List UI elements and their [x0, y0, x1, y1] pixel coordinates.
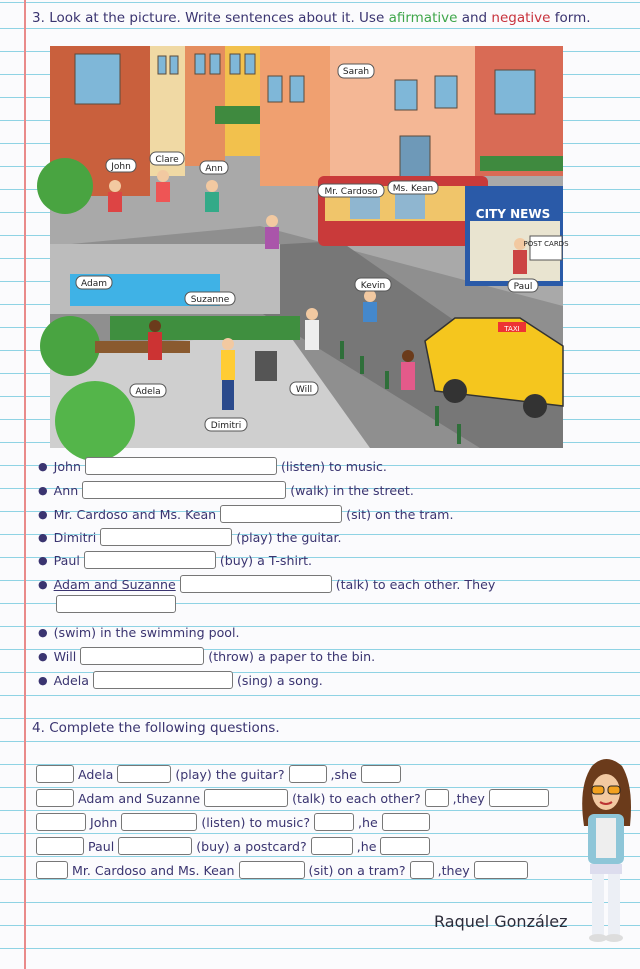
title-text: Complete the following questions.: [49, 720, 280, 736]
label-post-cards: [523, 236, 569, 260]
sentence-7: [38, 622, 240, 642]
svg-text:Kevin: Kevin: [360, 281, 386, 291]
building: [260, 46, 330, 186]
question-verb: (play) the guitar?: [175, 766, 285, 782]
sentence-subject: Paul: [53, 552, 80, 568]
question-verb: (sit) on a tram?: [308, 862, 406, 878]
affirmative-word: afirmative: [388, 10, 458, 26]
sentence-subject: John: [53, 458, 81, 474]
label-clare: [150, 152, 184, 165]
taxi-sign: TAXI: [504, 325, 520, 333]
sentence-verb: (swim) in the swimming pool.: [53, 624, 240, 640]
hedge: [110, 316, 300, 340]
label-paul: [508, 279, 538, 292]
svg-text:Suzanne: Suzanne: [190, 295, 230, 305]
answer-box[interactable]: [382, 813, 430, 831]
label-kevin: [355, 278, 391, 291]
sentence-subject: Mr. Cardoso and Ms. Kean: [53, 506, 217, 522]
bullet: ●: [38, 625, 48, 639]
trash-bin: [255, 351, 277, 381]
question-pronoun: she: [334, 766, 357, 782]
bullet: ●: [38, 577, 48, 591]
sentence-1: [38, 456, 387, 476]
sentence-verb: (throw) a paper to the bin.: [208, 648, 376, 664]
author-signature: Raquel González: [434, 912, 568, 931]
answer-box[interactable]: [474, 861, 528, 879]
label-ann: [200, 161, 228, 174]
bullet: ●: [38, 530, 48, 544]
label-adela: [130, 384, 166, 397]
question-verb: (talk) to each other?: [292, 790, 421, 806]
question-3: John (listen) to music? , he: [32, 812, 434, 832]
question-1: Adela (play) the guitar? , she: [32, 764, 405, 784]
question-subject: Adam and Suzanne: [78, 790, 201, 806]
bullet: ●: [38, 507, 48, 521]
label-ms-kean: [388, 181, 438, 194]
sentence-subject: Adela: [53, 672, 89, 688]
bench: [95, 341, 190, 353]
label-sarah: [338, 64, 374, 78]
exercise-3-title: [32, 10, 591, 26]
svg-text:John: John: [111, 162, 131, 172]
svg-text:Paul: Paul: [513, 282, 533, 292]
title-text: form.: [550, 10, 591, 26]
question-4: Paul (buy) a postcard? , he: [32, 836, 434, 856]
svg-text:Adela: Adela: [135, 387, 161, 397]
bullet: ●: [38, 649, 48, 663]
answer-box[interactable]: [239, 861, 305, 879]
question-pronoun: they: [456, 790, 485, 806]
label-john: [106, 159, 136, 172]
answer-box[interactable]: [121, 813, 197, 831]
tree: [55, 381, 135, 461]
answer-box[interactable]: [489, 789, 549, 807]
sentence-9: [38, 670, 323, 690]
svg-text:Clare: Clare: [155, 155, 179, 165]
answer-box[interactable]: [84, 551, 216, 569]
answer-box[interactable]: [204, 789, 288, 807]
sentence-verb: (talk) to each other. They: [335, 576, 496, 592]
answer-box[interactable]: [314, 813, 354, 831]
svg-text:Ms. Kean: Ms. Kean: [392, 184, 434, 194]
answer-box[interactable]: [36, 837, 84, 855]
answer-box[interactable]: [36, 813, 86, 831]
sentence-5: [38, 550, 312, 570]
bullet: ●: [38, 483, 48, 497]
label-will: [290, 382, 318, 395]
sentence-subject: Adam and Suzanne: [53, 576, 176, 592]
svg-text:Will: Will: [295, 385, 313, 395]
answer-box[interactable]: [425, 789, 449, 807]
bullet: ●: [38, 553, 48, 567]
teacher-avatar-illustration: [572, 756, 640, 946]
exercise-4-title: [32, 720, 280, 736]
answer-box[interactable]: [36, 765, 74, 783]
answer-box[interactable]: [36, 789, 74, 807]
sentence-8: [38, 646, 375, 666]
sentence-6: [38, 574, 495, 594]
bullet: ●: [38, 459, 48, 473]
negative-word: negative: [491, 10, 551, 26]
label-dimitri: [205, 418, 247, 431]
exercise-number: 3.: [32, 10, 45, 26]
sentence-verb: (sing) a song.: [236, 672, 323, 688]
svg-text:POST CARDS: POST CARDS: [523, 240, 569, 248]
question-subject: Adela: [78, 766, 114, 782]
answer-box[interactable]: [361, 765, 401, 783]
answer-box[interactable]: [220, 505, 342, 523]
sentence-4: [38, 527, 342, 547]
sentence-verb: (listen) to music.: [281, 458, 387, 474]
answer-box[interactable]: [118, 837, 192, 855]
sentence-verb: (sit) on the tram.: [346, 506, 454, 522]
question-pronoun: they: [441, 862, 470, 878]
exercise-number: 4.: [32, 720, 45, 736]
question-subject: Mr. Cardoso and Ms. Kean: [72, 862, 235, 878]
svg-text:Ann: Ann: [205, 164, 223, 174]
svg-text:Adam: Adam: [81, 279, 107, 289]
svg-text:Mr. Cardoso: Mr. Cardoso: [324, 187, 378, 197]
tree: [37, 158, 93, 214]
label-mr-cardoso: [318, 184, 384, 197]
question-subject: Paul: [88, 838, 115, 854]
answer-box[interactable]: [410, 861, 434, 879]
question-pronoun: he: [362, 814, 378, 830]
answer-box[interactable]: [180, 575, 332, 593]
answer-box[interactable]: [80, 647, 204, 665]
title-text: and: [457, 10, 492, 26]
answer-box[interactable]: [289, 765, 327, 783]
question-2: Adam and Suzanne (talk) to each other? , they: [32, 788, 553, 808]
answer-box[interactable]: [85, 457, 277, 475]
answer-box[interactable]: [100, 528, 232, 546]
svg-text:Dimitri: Dimitri: [210, 421, 242, 431]
sentence-3: [38, 504, 453, 524]
bullet: ●: [38, 673, 48, 687]
question-verb: (listen) to music?: [201, 814, 311, 830]
label-suzanne: [185, 292, 235, 305]
question-verb: (buy) a postcard?: [196, 838, 307, 854]
answer-box[interactable]: [56, 595, 176, 613]
sentence-verb: (play) the guitar.: [236, 529, 342, 545]
street-scene-illustration: [50, 46, 569, 448]
sentence-subject: Ann: [53, 482, 79, 498]
sentence-verb: (buy) a T-shirt.: [219, 552, 313, 568]
sentence-verb: (walk) in the street.: [290, 482, 414, 498]
answer-box[interactable]: [36, 861, 68, 879]
answer-box[interactable]: [380, 837, 430, 855]
label-adam: [76, 276, 112, 289]
sentence-subject: Dimitri: [53, 529, 97, 545]
answer-box[interactable]: [93, 671, 233, 689]
sentence-subject: Will: [53, 648, 77, 664]
tree: [40, 316, 100, 376]
sentence-6-continuation: [52, 594, 180, 614]
sentence-2: [38, 480, 414, 500]
city-news-sign: CITY NEWS: [475, 207, 551, 221]
answer-box[interactable]: [311, 837, 353, 855]
svg-text:Sarah: Sarah: [342, 67, 370, 77]
question-5: Mr. Cardoso and Ms. Kean (sit) on a tram? , they: [32, 860, 532, 880]
answer-box[interactable]: [117, 765, 171, 783]
question-subject: John: [90, 814, 118, 830]
answer-box[interactable]: [82, 481, 286, 499]
margin-line: [24, 0, 26, 969]
question-pronoun: he: [360, 838, 377, 854]
title-text: Look at the picture. Write sentences about it. Use: [49, 10, 389, 26]
